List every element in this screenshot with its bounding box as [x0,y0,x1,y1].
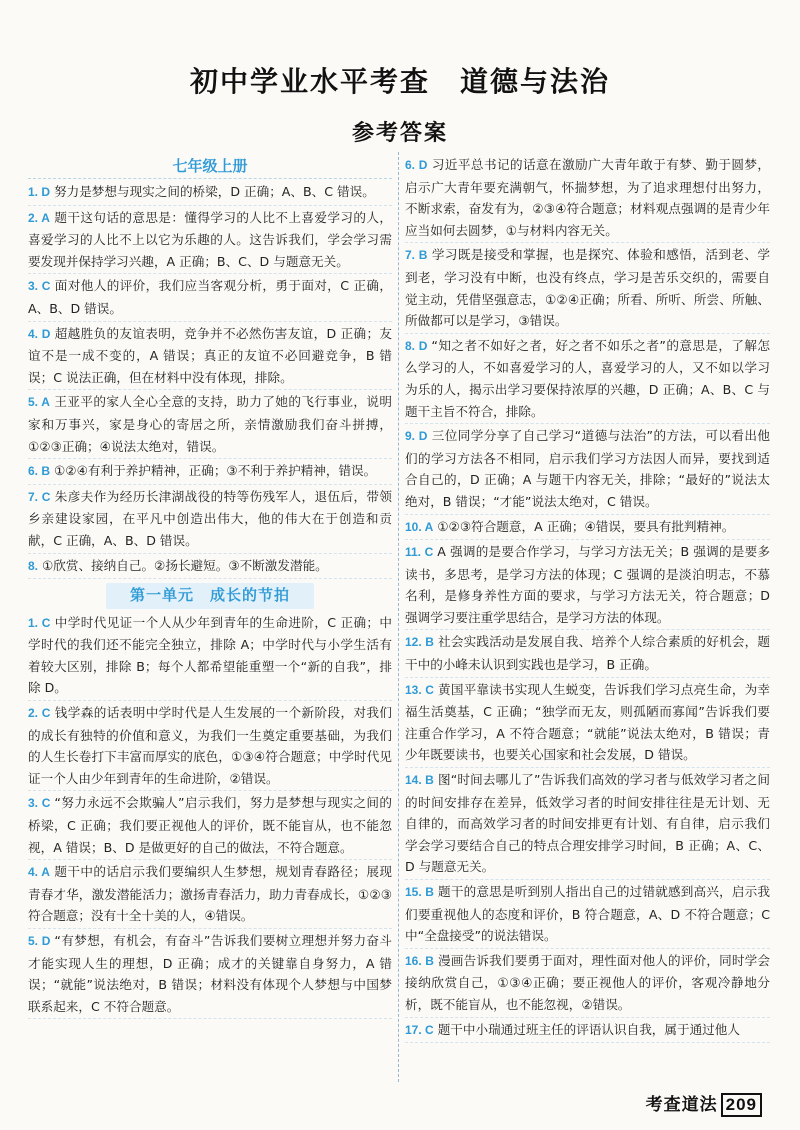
answer-number: 4. A [28,865,50,880]
answer-text: 题干中小瑞通过班主任的评语认识自我，属于通过他人 [437,1021,740,1037]
answer-number: 4. D [28,326,51,341]
answer-number: 2. A [28,210,50,225]
answer-text: 黄国平靠读书实现人生蜕变，告诉我们学习点亮生命，为幸福生活奠基，C 正确；“独学而无友，则孤陋而寡闻”告诉我们要注重合作学习，A 不符合题意；“就能”说法太绝对，B 错误；青少年既要读书，也要关心国家和社会发展，D 错误。 [405,681,771,763]
answer-text: “有梦想，有机会，有奋斗”告诉我们要树立理想并努力奋斗才能实现人生的理想，D 正确；成才的关键靠自身努力，A 错误；“就能”说法绝对，B 错误；材料没有体现个人梦想与中国梦联系起来，C 不符合题意。 [28,933,392,1014]
unit-heading: 第一单元 成长的节拍 [106,583,314,609]
answer-item [405,335,770,424]
answer-text: 学习既是接受和掌握，也是探究、体验和感悟，活到老、学到老，学习没有中断，也没有终点，学习是苦乐交织的，需要自觉主动，凭借坚强意志，①②④正确；所看、所听、所尝、所触、所做都可以是学习，③错误。 [405,247,770,329]
answer-list-continued [405,154,770,1043]
answer-item [28,702,392,791]
grade-heading: 七年级上册 [28,154,392,179]
answer-number: 5. A [28,395,50,410]
answer-list-unit [28,612,392,1020]
answer-item [405,950,770,1018]
answer-number: 1. D [28,185,51,199]
answer-number: 2. C [28,706,51,721]
answer-item [405,631,770,677]
unit-heading-container [28,583,392,609]
answer-text: 面对他人的评价，我们应当客观分析，勇于面对，C 正确，A、B、D 错误。 [28,278,393,316]
answer-number: 3. C [28,796,51,811]
answer-text: 社会实践活动是发展自我、培养个人综合素质的好机会，题干中的小峰未认识到实践也是学习，B 正确。 [405,634,771,673]
answer-item [28,460,392,485]
footer-label: 考查道法 [645,1095,718,1115]
answer-number: 10. A [405,519,434,534]
page-footer [646,1090,762,1117]
column-divider [398,152,399,1082]
answer-text: 努力是梦想与现实之间的桥梁，D 正确；A、B、C 错误。 [54,184,375,199]
answer-number: 3. C [28,279,51,294]
answer-text: 三位同学分享了自己学习“道德与法治”的方法，可以看出他们的学习方法各不相同，启示我们学习方法因人而异，要找到适合自己的，D 正确；A 与题干内容无关，排除；“最好的”说法太绝对，B 错误；“才能”说法太绝对，C 错误。 [405,428,770,509]
answer-number: 6. B [28,464,51,479]
answer-item [28,792,392,860]
answer-text: 题干的意思是听到别人指出自己的过错就感到高兴，启示我们要重视他人的态度和评价，B 符合题意，A、D 不符合题意；C 中“全盘接受”的说法错误。 [405,884,771,944]
answer-text: 朱彦夫作为经历长津湖战役的特等伤残军人，退伍后，带领乡亲建设家园，在平凡中创造出伟大，他的伟大在于创造和贡献，C 正确，A、B、D 错误。 [28,488,392,548]
answer-item [28,612,392,701]
answer-number: 12. B [405,635,434,650]
answer-text: 漫画告诉我们要勇于面对，理性面对他人的评价，同时学会接纳欣赏自己，①③④正确；要正视他人的评价，客观冷静地分析，既不能盲从，也不能忽视，②错误。 [405,952,771,1012]
answer-number: 11. C [405,545,434,560]
answer-text: “努力永远不会欺骗人”启示我们，努力是梦想与现实之间的桥梁，C 正确；我们要正视他人的评价，既不能盲从，也不能忽视，A 错误；B、D 是做更好的自己的做法，不符合题意。 [28,795,392,855]
answer-item [28,275,392,321]
answer-text: “知之者不如好之者，好之者不如乐之者”的意思是，了解怎么学习的人，不如喜爱学习的人，喜爱学习的人，又不如以学习为乐的人，揭示出学习要保持浓厚的兴趣，D 正确；A、B、C 与题干主旨不符合，排除。 [405,337,770,419]
answer-number: 9. D [405,429,428,444]
answer-text: ①②③符合题意，A 正确；④错误，要具有批判精神。 [437,518,735,534]
right-column [405,154,770,1044]
answer-item [405,1019,770,1044]
left-column [28,154,392,1020]
answer-item [405,769,770,880]
answer-number: 17. C [405,1022,434,1037]
answer-text: 习近平总书记的话意在激励广大青年敢于有梦、勤于圆梦，启示广大青年要充满朝气，怀揣梦想，为了追求理想付出努力，不断求索，奋发有为，②③④符合题意；材料观点强调的是青少年应当如何去圆梦，①与材料内容无关。 [405,157,770,238]
answer-number: 5. D [28,934,51,948]
answer-text: A 强调的是要合作学习，与学习方法无关；B 强调的是要多读书，多思考，是学习方法的体现；C 强调的是淡泊明志，不慕名利，是修身养性方面的要求，与学习方法无关，符合题意；D 强调学习要注重学思结合，是学习方法的体现。 [405,544,770,625]
answer-item [405,425,770,514]
page-title: 初中学业水平考查 道德与法治 [189,65,610,98]
answer-number: 14. B [405,773,434,788]
answer-item [405,516,770,541]
answer-number: 8. [28,558,39,573]
answer-item [28,930,392,1019]
answer-list-grade [28,181,392,579]
answer-item [405,154,770,243]
answer-item [405,679,770,768]
answer-text: ①②④有利于养护精神，正确；③不利于养护精神，错误。 [54,463,377,479]
answer-number: 16. B [405,953,434,968]
answer-number: 8. D [405,338,428,353]
answer-item [28,486,392,554]
answer-item [28,181,392,206]
answer-number: 1. C [28,615,51,630]
answer-text: 超越胜负的友谊表明，竞争并不必然伤害友谊，D 正确；友谊不是一成不变的，A 错误；真正的友谊不必回避竞争，B 错误；C 说法正确，但在材料中没有体现，排除。 [28,325,392,385]
answer-item [28,207,392,275]
answer-number: 7. B [405,248,428,263]
answer-text: 王亚平的家人全心全意的支持，助力了她的飞行事业，说明家和万事兴，家是身心的寄居之所，亲情激励我们奋斗拼搏，①②③正确；④说法太绝对，错误。 [28,394,393,454]
answer-text: 图“时间去哪儿了”告诉我们高效的学习者与低效学习者之间的时间安排存在差异，低效学习者的时间安排往往是无计划、无自律的，而高效学习者的时间安排更有计划、有自律，启示我们学会学习要结合自己的特点合理安排学习时间，B 正确；A、C、D 与题意无关。 [405,772,770,875]
answer-number: 7. C [28,489,51,504]
answer-number: 15. B [405,885,434,899]
page-subtitle: 参考答案 [351,121,448,146]
answer-text: 题干这句话的意思是：懂得学习的人比不上喜爱学习的人，喜爱学习的人比不上以它为乐趣的人。这告诉我们，学会学习需要发现并保持学习兴趣，A 正确；B、C、D 与题意无关。 [28,209,393,269]
answer-text: 中学时代见证一个人从少年到青年的生命进阶，C 正确；中学时代的我们还不能完全独立，排除 A；中学时代与小学生活有着较大区别，排除 B；每个人都希望能重塑一个“新的自我”，排除 D。 [28,614,393,696]
answer-item [405,244,770,333]
answer-text: 钱学森的话表明中学时代是人生发展的一个新阶段，对我们的成长有独特的价值和意义，为我们一生奠定重要基础，为我们的人生长卷打下丰富而厚实的底色，①③④符合题意；中学时代见证一个人由少年到青年的生命进阶，②错误。 [28,705,392,786]
answer-number: 13. C [405,682,434,697]
answer-text: 题干中的话启示我们要编织人生梦想，规划青春路径；展现青春才华，激发潜能活力；激扬青春活力，助力青春成长，①②③符合题意；没有十全十美的人，④错误。 [28,864,393,924]
answer-item [405,541,770,630]
answer-text: ①欣赏、接纳自己。②扬长避短。③不断激发潜能。 [42,557,328,573]
answer-item [28,861,392,929]
answer-item [28,323,392,391]
answer-item [405,881,770,949]
answer-item [28,555,392,580]
answer-number: 6. D [405,158,428,172]
page-number: 209 [721,1093,762,1117]
answer-item [28,391,392,459]
